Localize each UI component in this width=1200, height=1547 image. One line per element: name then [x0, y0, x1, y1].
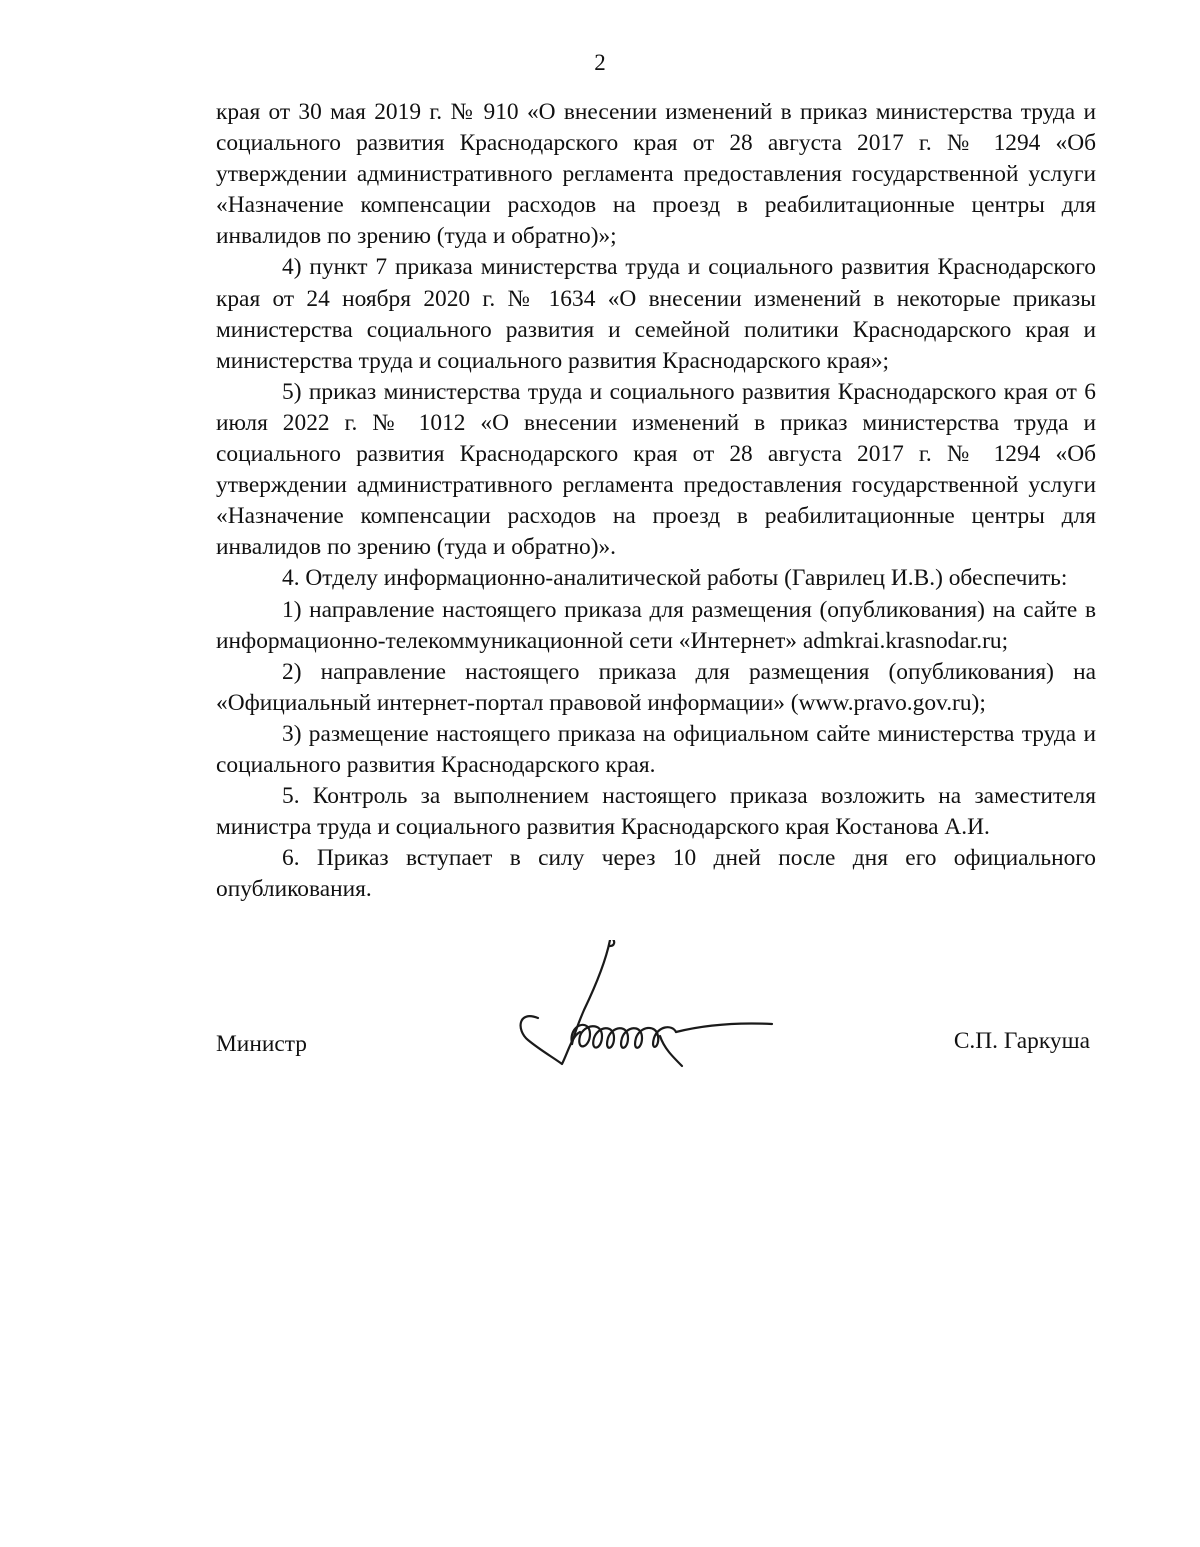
signer-name: С.П. Гаркуша [953, 1028, 1090, 1054]
page-number: 2 [594, 50, 606, 75]
paragraph-section-5: 5. Контроль за выполнением настоящего приказа возложить на заместителя министра труда и социального развития Краснодарского края Костанова А.И. [216, 783, 1096, 841]
signer-position: Министр [216, 1031, 307, 1057]
paragraph-item-4: 4) пункт 7 приказа министерства труда и социального развития Краснодарского края от 24 ноября 2020 г. № 1634 «О внесении изменений в некоторые приказы министерства социального развития и семейной политики Краснодарского края и министерства труда и социального развития Краснодарского края»; [216, 254, 1096, 374]
paragraph-continuation: края от 30 мая 2019 г. № 910 «О внесении изменений в приказ министерства труда и социального развития Краснодарского края от 28 августа 2017 г. № 1294 «Об утверждении административного регламента предоставления государственной услуги «Назначение компенсации расходов на проезд в реабилитационные центры для инвалидов по зрению (туда и обратно)»; [216, 99, 1096, 250]
paragraph-section-6: 6. Приказ вступает в силу через 10 дней после дня его официального опубликования. [216, 845, 1096, 903]
paragraph-item-5: 5) приказ министерства труда и социального развития Краснодарского края от 6 июля 2022 г. № 1012 «О внесении изменений в приказ министерства труда и социального развития Краснодарского края от 28 августа 2017 г. № 1294 «Об утверждении административного регламента предоставления государственной услуги «Назначение компенсации расходов на проезд в реабилитационные центры для инвалидов по зрению (туда и обратно)». [216, 378, 1096, 561]
signature-block [216, 1025, 1096, 1075]
paragraph-subitem-2: 2) направление настоящего приказа для размещения (опубликования) на «Официальный интернет-портал правовой информации» (www.pravo.gov.ru); [216, 658, 1096, 716]
paragraph-subitem-1: 1) направление настоящего приказа для размещения (опубликования) на сайте в информационно-телекоммуникационной сети «Интернет» admkrai.krasnodar.ru; [216, 596, 1096, 654]
paragraph-section-4: 4. Отделу информационно-аналитической работы (Гаврилец И.В.) обеспечить: [282, 565, 1068, 592]
paragraph-subitem-3: 3) размещение настоящего приказа на официальном сайте министерства труда и социального развития Краснодарского края. [216, 720, 1096, 778]
document-body [216, 97, 1096, 905]
